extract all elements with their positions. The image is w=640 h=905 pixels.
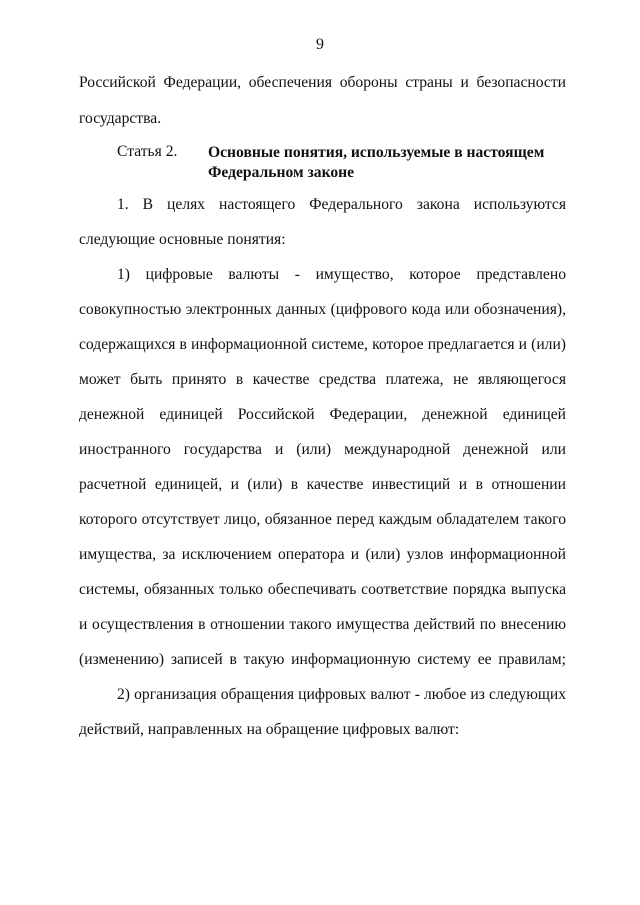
text-line: 2) организация обращения цифровых валют - любое из следующих (117, 686, 566, 703)
text-line: имущества, за исключением оператора и (или) узлов информационной (79, 546, 566, 563)
text-line: иностранного государства и (или) международной денежной или (79, 441, 566, 458)
text-line: расчетной единицей, и (или) в качестве инвестиций и в отношении (79, 476, 566, 493)
text-line: которого отсутствует лицо, обязанное перед каждым обладателем такого (79, 511, 566, 528)
text-line: действий, направленных на обращение цифровых валют: (79, 721, 460, 738)
text-line: системы, обязанных только обеспечивать соответствие порядка выпуска (79, 581, 566, 598)
article-label: Статья 2. (117, 143, 178, 160)
text-line: и осуществления в отношении такого имущества действий по внесению (79, 616, 566, 633)
text-line: 1) цифровые валюты - имущество, которое представлено (117, 266, 566, 283)
article-title (208, 143, 568, 183)
text-line: совокупностью электронных данных (цифрового кода или обозначения), (79, 301, 566, 318)
text-line: государства. (79, 110, 162, 127)
article-title-line: Основные понятия, используемые в настоящем (208, 144, 545, 161)
text-line: 1. В целях настоящего Федерального закона используются (117, 196, 566, 213)
text-line: может быть принято в качестве средства платежа, не являющегося (79, 371, 566, 388)
text-line: следующие основные понятия: (79, 231, 286, 248)
text-line: денежной единицей Российской Федерации, денежной единицей (79, 406, 566, 423)
page-number: 9 (316, 36, 324, 53)
text-line: Российской Федерации, обеспечения обороны страны и безопасности (79, 74, 566, 91)
text-line: содержащихся в информационной системе, которое предлагается и (или) (79, 336, 566, 353)
article-title-line: Федеральном законе (208, 164, 355, 181)
text-line: (изменению) записей в такую информационную систему ее правилам; (79, 651, 566, 668)
